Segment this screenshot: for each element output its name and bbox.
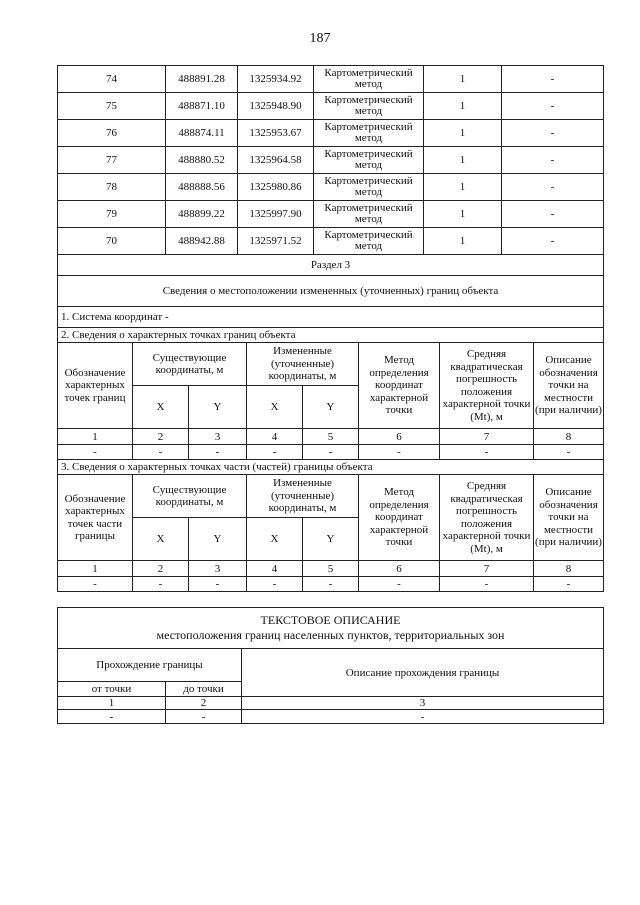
coord-system: 1. Система координат - [58, 307, 604, 328]
section3-table [57, 254, 604, 592]
table-row [58, 228, 604, 255]
table-cell: 1 [58, 429, 133, 445]
coord-x: 488874.11 [166, 120, 238, 147]
header-passage-desc: Описание прохождения границы [242, 649, 604, 697]
coord-x: 488888.56 [166, 174, 238, 201]
coord-x: 488880.52 [166, 147, 238, 174]
table-cell: 2 [133, 429, 189, 445]
point-number: 79 [58, 201, 166, 228]
method: Картометрический метод [314, 120, 424, 147]
coord-y: 1325971.52 [238, 228, 314, 255]
header-changed: Измененные (уточненные) координаты, м [247, 475, 359, 518]
coord-y: 1325997.90 [238, 201, 314, 228]
point-number: 77 [58, 147, 166, 174]
table-cell: 6 [359, 429, 440, 445]
point-description: - [502, 201, 604, 228]
page-number: 187 [309, 31, 331, 46]
accuracy: 1 [424, 174, 502, 201]
table-cell: - [534, 577, 604, 592]
coord-x: 488942.88 [166, 228, 238, 255]
header-existing: Существующие координаты, м [133, 475, 247, 518]
table-row [58, 710, 604, 724]
table-row [58, 120, 604, 147]
header-existing: Существующие координаты, м [133, 343, 247, 386]
coord-x: 488899.22 [166, 201, 238, 228]
table-cell: 8 [534, 429, 604, 445]
header-passage: Прохождение границы [58, 649, 242, 682]
table-cell: 5 [303, 429, 359, 445]
table-cell: 4 [247, 561, 303, 577]
table-cell: - [359, 577, 440, 592]
header-x: X [133, 386, 189, 429]
method: Картометрический метод [314, 228, 424, 255]
method: Картометрический метод [314, 66, 424, 93]
table-cell: 2 [166, 697, 242, 710]
point-description: - [502, 93, 604, 120]
section-title: Раздел 3 [58, 255, 604, 276]
table-cell: 4 [247, 429, 303, 445]
header-y: Y [303, 386, 359, 429]
header-x: X [247, 518, 303, 561]
table-cell: - [440, 577, 534, 592]
method: Картометрический метод [314, 93, 424, 120]
part-points-title: 3. Сведения о характерных точках части (частей) границы объекта [58, 460, 604, 475]
table-cell: 3 [242, 697, 604, 710]
point-number: 76 [58, 120, 166, 147]
table-row [58, 429, 604, 445]
coord-y: 1325980.86 [238, 174, 314, 201]
table-cell: 3 [189, 429, 247, 445]
method: Картометрический метод [314, 147, 424, 174]
header-y: Y [189, 518, 247, 561]
table-cell: - [247, 445, 303, 460]
table-cell: - [58, 445, 133, 460]
header-accuracy: Средняя квадратическая погрешность положения характерной точки (Mt), м [440, 343, 534, 429]
table-cell: 1 [58, 697, 166, 710]
accuracy: 1 [424, 66, 502, 93]
header-changed: Измененные (уточненные) координаты, м [247, 343, 359, 386]
point-description: - [502, 120, 604, 147]
header-y: Y [303, 518, 359, 561]
accuracy: 1 [424, 201, 502, 228]
points-table [57, 65, 604, 255]
coord-y: 1325953.67 [238, 120, 314, 147]
table-cell: - [534, 445, 604, 460]
table-cell: 7 [440, 429, 534, 445]
table-row [58, 561, 604, 577]
table-row [58, 174, 604, 201]
table-cell: - [303, 577, 359, 592]
header-description: Описание обозначения точки на местности (при наличии) [534, 475, 604, 561]
table-cell: 8 [534, 561, 604, 577]
point-number: 78 [58, 174, 166, 201]
point-description: - [502, 228, 604, 255]
table-cell: 6 [359, 561, 440, 577]
coord-x: 488891.28 [166, 66, 238, 93]
header-description: Описание обозначения точки на местности (при наличии) [534, 343, 604, 429]
section-subtitle: Сведения о местоположении измененных (уточненных) границ объекта [58, 276, 604, 307]
table-cell: - [189, 577, 247, 592]
accuracy: 1 [424, 228, 502, 255]
table-cell: - [189, 445, 247, 460]
point-number: 75 [58, 93, 166, 120]
header-method: Метод определения координат характерной точки [359, 343, 440, 429]
table-cell: 5 [303, 561, 359, 577]
text-description-title: ТЕКСТОВОЕ ОПИСАНИЕ [260, 613, 401, 627]
point-number: 74 [58, 66, 166, 93]
header-to-point: до точки [166, 682, 242, 697]
table-cell: - [303, 445, 359, 460]
table-cell: - [58, 577, 133, 592]
header-designation: Обозначение характерных точек границ [58, 343, 133, 429]
table-row [58, 445, 604, 460]
table-row [58, 66, 604, 93]
header-designation-part: Обозначение характерных точек части границы [58, 475, 133, 561]
table-cell: - [440, 445, 534, 460]
coord-x: 488871.10 [166, 93, 238, 120]
point-number: 70 [58, 228, 166, 255]
header-from-point: от точки [58, 682, 166, 697]
text-description-subtitle: местоположения границ населенных пунктов, территориальных зон [156, 628, 505, 642]
table-cell: 3 [189, 561, 247, 577]
header-y: Y [189, 386, 247, 429]
accuracy: 1 [424, 120, 502, 147]
point-description: - [502, 66, 604, 93]
table-cell: - [58, 710, 166, 724]
header-accuracy: Средняя квадратическая погрешность положения характерной точки (Mt), м [440, 475, 534, 561]
coord-y: 1325948.90 [238, 93, 314, 120]
table-row [58, 147, 604, 174]
coord-y: 1325934.92 [238, 66, 314, 93]
table-cell: 7 [440, 561, 534, 577]
point-description: - [502, 174, 604, 201]
boundary-points-title: 2. Сведения о характерных точках границ объекта [58, 328, 604, 343]
coord-y: 1325964.58 [238, 147, 314, 174]
header-method: Метод определения координат характерной точки [359, 475, 440, 561]
text-description-table [57, 607, 604, 724]
table-cell: - [359, 445, 440, 460]
point-description: - [502, 147, 604, 174]
table-cell: 1 [58, 561, 133, 577]
table-cell: - [242, 710, 604, 724]
table-cell: - [133, 577, 189, 592]
table-cell: - [247, 577, 303, 592]
header-x: X [133, 518, 189, 561]
table-row [58, 577, 604, 592]
table-cell: - [166, 710, 242, 724]
header-x: X [247, 386, 303, 429]
table-cell: 2 [133, 561, 189, 577]
table-row [58, 201, 604, 228]
method: Картометрический метод [314, 201, 424, 228]
table-row [58, 697, 604, 710]
table-cell: - [133, 445, 189, 460]
method: Картометрический метод [314, 174, 424, 201]
accuracy: 1 [424, 93, 502, 120]
table-row [58, 93, 604, 120]
accuracy: 1 [424, 147, 502, 174]
